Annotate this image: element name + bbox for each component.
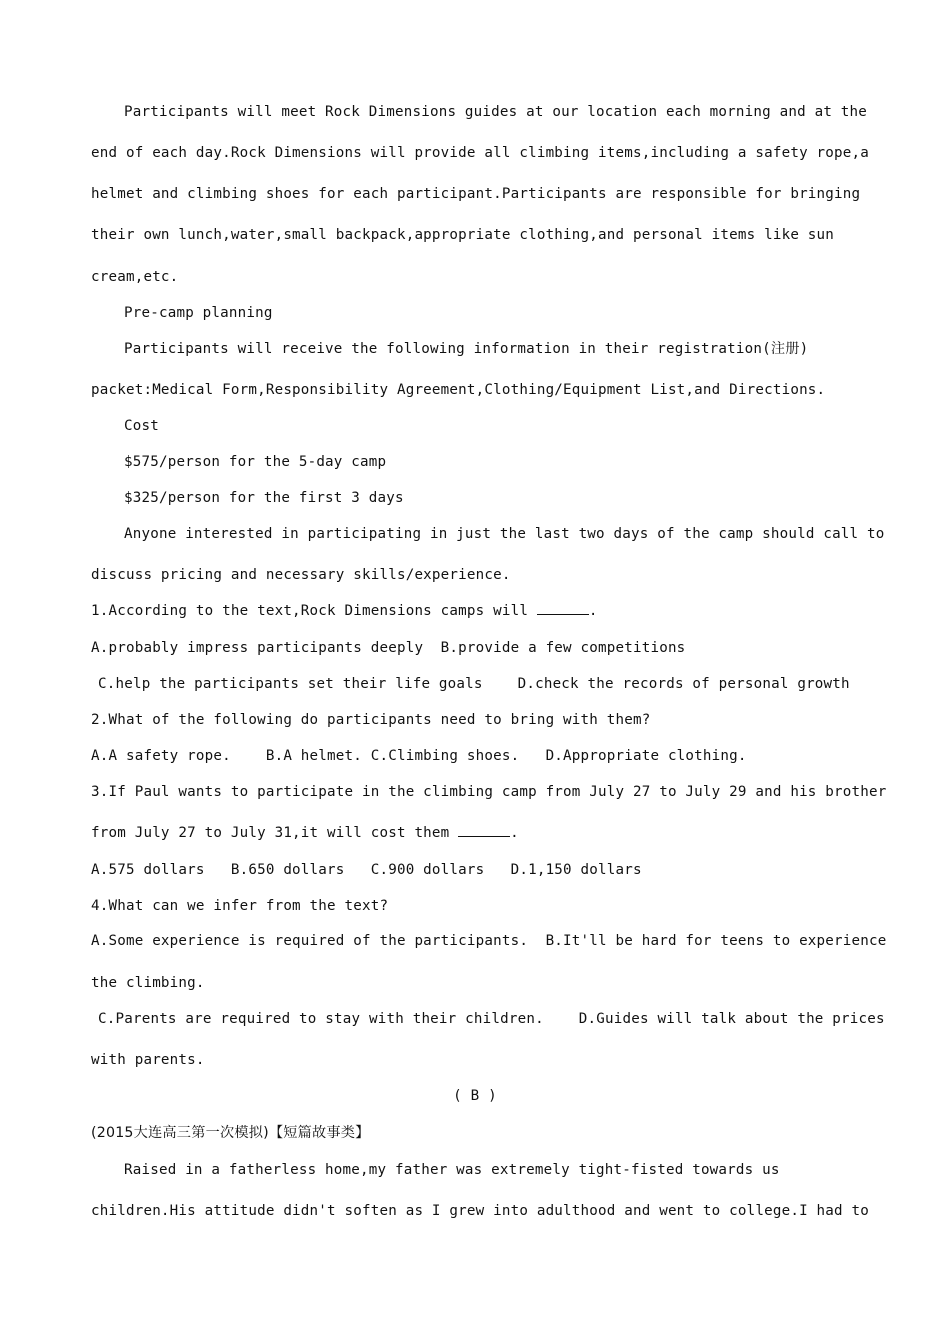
- cost-heading: Cost: [124, 418, 159, 434]
- question-2-stem: 2.What of the following do participants need to bring with them?: [91, 712, 651, 728]
- question-1-answer-blank: [537, 601, 589, 615]
- question-1-stem-end: .: [588, 603, 598, 619]
- passage-a-paragraph-1-line-2: end of each day.Rock Dimensions will provide all climbing items,including a safety rope,a: [91, 145, 870, 161]
- question-4-options-ab-line-2: the climbing.: [91, 975, 205, 991]
- section-b-source-tag: (2015大连高三第一次模拟)【短篇故事类】: [91, 1125, 370, 1141]
- cost-item-5-day: $575/person for the 5-day camp: [124, 454, 387, 470]
- question-1-options-line-1: A.probably impress participants deeply B.provide a few competitions: [91, 640, 686, 656]
- passage-a-paragraph-1-line-5: cream,etc.: [91, 269, 179, 285]
- question-3-stem-line-1: 3.If Paul wants to participate in the climbing camp from July 27 to July 29 and his brother: [91, 784, 887, 800]
- passage-a-paragraph-1-line-1: Participants will meet Rock Dimensions guides at our location each morning and at the: [124, 104, 868, 120]
- question-4-options-cd-line-1: C.Parents are required to stay with their children. D.Guides will talk about the prices: [98, 1011, 885, 1027]
- question-1-options-line-2: C.help the participants set their life goals D.check the records of personal growth: [98, 676, 850, 692]
- passage-b-paragraph-1-line-2: children.His attitude didn't soften as I grew into adulthood and went to college.I had to: [91, 1203, 870, 1219]
- question-4-options-ab-line-1: A.Some experience is required of the participants. B.It'll be hard for teens to experience: [91, 933, 887, 949]
- question-3-stem-text: from July 27 to July 31,it will cost them: [91, 825, 459, 841]
- question-3-stem-line-2: [91, 823, 519, 843]
- passage-a-paragraph-2-line-2: packet:Medical Form,Responsibility Agreement,Clothing/Equipment List,and Directions.: [91, 382, 826, 398]
- passage-a-paragraph-2-line-1: Participants will receive the following information in their registration(注册): [124, 341, 809, 357]
- question-2-options: A.A safety rope. B.A helmet. C.Climbing shoes. D.Appropriate clothing.: [91, 748, 747, 764]
- question-1-stem: [91, 601, 598, 621]
- question-3-options: A.575 dollars B.650 dollars C.900 dollars D.1,150 dollars: [91, 862, 642, 878]
- passage-a-paragraph-1-line-3: helmet and climbing shoes for each participant.Participants are responsible for bringing: [91, 186, 861, 202]
- precamp-heading: Pre-camp planning: [124, 305, 273, 321]
- question-1-stem-text: 1.According to the text,Rock Dimensions camps will: [91, 603, 537, 619]
- question-4-stem: 4.What can we infer from the text?: [91, 898, 389, 914]
- question-3-stem-end: .: [510, 825, 519, 841]
- passage-a-paragraph-3-line-2: discuss pricing and necessary skills/experience.: [91, 567, 511, 583]
- passage-a-paragraph-1-line-4: their own lunch,water,small backpack,appropriate clothing,and personal items like sun: [91, 227, 835, 243]
- cost-item-3-day: $325/person for the first 3 days: [124, 490, 404, 506]
- question-4-options-cd-line-2: with parents.: [91, 1052, 205, 1068]
- passage-a-paragraph-3-line-1: Anyone interested in participating in just the last two days of the camp should call to: [124, 526, 885, 542]
- passage-b-paragraph-1-line-1: Raised in a fatherless home,my father was extremely tight-fisted towards us: [124, 1162, 780, 1178]
- question-3-answer-blank: [458, 823, 510, 837]
- section-b-marker: ( B ): [453, 1088, 497, 1104]
